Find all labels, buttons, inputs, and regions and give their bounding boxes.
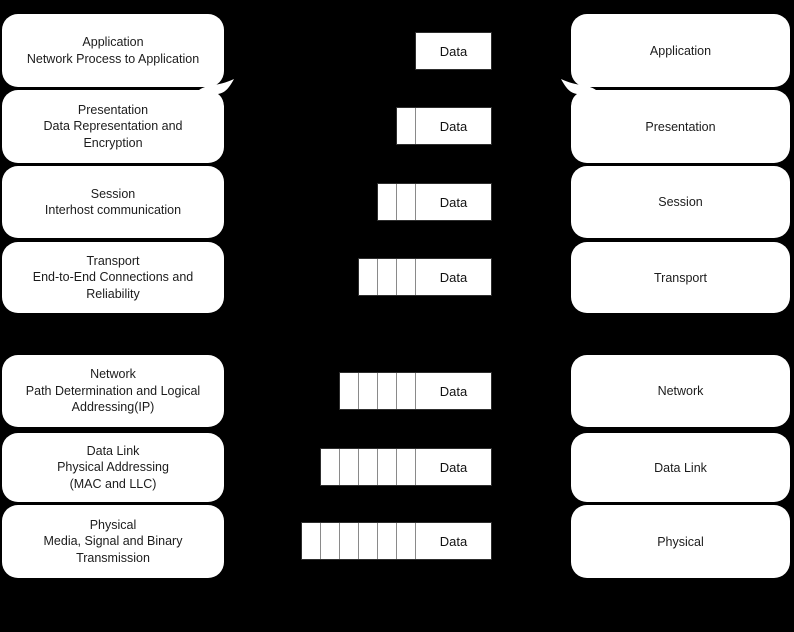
pdu-data-cell: Data <box>439 118 468 134</box>
pdu-box-network <box>339 372 492 410</box>
layer-detail-box-transport <box>2 242 224 313</box>
layer-description: Transmission <box>76 550 150 565</box>
pdu-header-segments <box>340 373 416 409</box>
header-segment <box>321 449 340 485</box>
layer-description: Addressing(IP) <box>71 400 155 415</box>
layer-name-box-network <box>571 355 790 427</box>
layer-name-box-application <box>571 14 790 87</box>
pdu-box-physical <box>301 522 492 560</box>
header-segment <box>321 523 340 559</box>
layer-name-box-session <box>571 166 790 238</box>
header-segment <box>340 373 359 409</box>
layer-description: Reliability <box>86 286 140 301</box>
header-segment <box>359 449 378 485</box>
pdu-header-segments <box>302 523 416 559</box>
pdu-data-cell: Data <box>439 194 468 210</box>
header-segment <box>302 523 321 559</box>
layer-detail-box-network <box>2 355 224 427</box>
layer-name: Transport <box>86 253 140 268</box>
layer-name-box-physical <box>571 505 790 578</box>
pdu-header-segments <box>397 108 416 144</box>
header-segment <box>378 449 397 485</box>
layer-name: Application <box>82 35 144 49</box>
layer-description: Encryption <box>83 135 143 150</box>
pdu-box-transport <box>358 258 492 296</box>
header-segment <box>359 373 378 409</box>
layer-description: Path Determination and Logical <box>25 383 201 398</box>
pdu-data-cell: Data <box>439 533 468 549</box>
layer-description: End-to-End Connections and <box>32 270 194 285</box>
header-segment <box>397 523 416 559</box>
layer-name: Physical <box>89 517 137 532</box>
layer-name: Presentation <box>645 119 716 134</box>
pdu-data-cell: Data <box>439 459 468 475</box>
pdu-data-cell: Data <box>439 43 468 59</box>
header-segment <box>359 259 378 295</box>
layer-detail-box-physical <box>2 505 224 578</box>
layer-name: Session <box>90 186 136 201</box>
layer-name-box-data-link <box>571 433 790 502</box>
layer-name: Presentation <box>77 102 149 117</box>
layer-description: Media, Signal and Binary <box>43 534 183 549</box>
pdu-data-cell: Data <box>439 383 468 399</box>
header-segment <box>397 259 416 295</box>
layer-name: Session <box>658 195 703 209</box>
pdu-header-segments <box>378 184 416 220</box>
header-segment <box>378 523 397 559</box>
pdu-header-segments <box>321 449 416 485</box>
header-segment <box>397 184 416 220</box>
layer-name: Transport <box>653 270 708 285</box>
header-segment <box>378 259 397 295</box>
pdu-box-session <box>377 183 492 221</box>
layer-name: Data Link <box>654 460 707 475</box>
pdu-data-cell: Data <box>439 269 468 285</box>
layer-detail-box-presentation <box>2 90 224 163</box>
pdu-box-data-link <box>320 448 492 486</box>
header-segment <box>340 449 359 485</box>
header-segment <box>397 373 416 409</box>
header-segment <box>397 449 416 485</box>
header-segment <box>378 184 397 220</box>
layer-detail-box-session <box>2 166 224 238</box>
header-segment <box>359 523 378 559</box>
layer-description: Interhost communication <box>44 203 182 217</box>
layer-name: Network <box>657 384 704 398</box>
header-segment <box>340 523 359 559</box>
layer-description: Physical Addressing <box>57 460 169 475</box>
wave-notch-icon <box>560 78 596 112</box>
layer-description: Network Process to Application <box>26 51 200 66</box>
header-segment <box>378 373 397 409</box>
layer-detail-box-application <box>2 14 224 87</box>
layer-description: Data Representation and <box>43 119 183 134</box>
layer-name-box-presentation <box>571 90 790 163</box>
pdu-header-segments <box>359 259 416 295</box>
pdu-box-application <box>415 32 492 70</box>
header-segment <box>397 108 416 144</box>
pdu-box-presentation <box>396 107 492 145</box>
layer-detail-box-data-link <box>2 433 224 502</box>
wave-notch-icon <box>199 78 235 112</box>
layer-description: (MAC and LLC) <box>69 476 157 491</box>
layer-name: Data Link <box>86 443 140 458</box>
layer-name-box-transport <box>571 242 790 313</box>
layer-name: Application <box>649 43 712 58</box>
layer-name: Physical <box>657 534 704 549</box>
layer-name: Network <box>90 367 136 382</box>
